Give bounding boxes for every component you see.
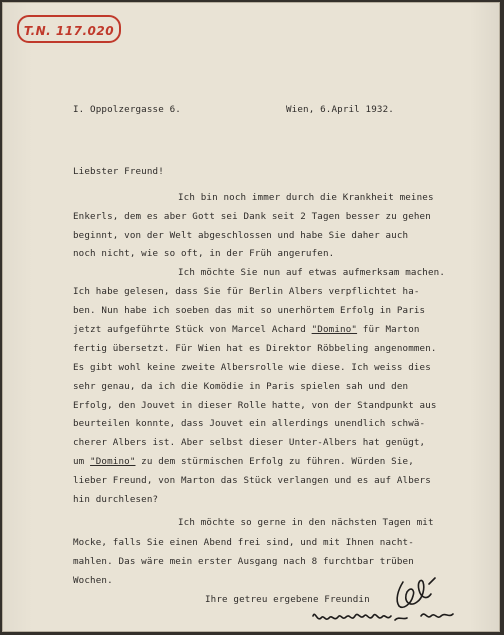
letter-line: noch nicht, wie so oft, in der Früh angerufen. [73, 248, 335, 259]
letter-line: um "Domino" zu dem stürmischen Erfolg zu führen. Würden Sie, [73, 456, 414, 467]
letter-line: cherer Albers ist. Aber selbst dieser Unter-Albers hat genügt, [73, 437, 426, 448]
letter-line: Ich möchte so gerne in den nächsten Tagen mit [178, 517, 434, 528]
letter-line: Es gibt wohl keine zweite Albersrolle wie diese. Ich weiss dies [73, 362, 431, 373]
letter-line: Wochen. [73, 575, 113, 586]
letter-line: Ich habe gelesen, dass Sie für Berlin Albers verpflichtet ha- [73, 286, 420, 297]
letter-line: mahlen. Das wäre mein erster Ausgang nach 8 furchtbar trüben [73, 556, 414, 567]
play-title-underlined: "Domino" [311, 324, 358, 335]
letter-page [2, 2, 500, 632]
letter-line: hin durchlesen? [73, 494, 159, 505]
dateline: Wien, 6.April 1932. [286, 104, 394, 115]
letter-line: Ich möchte Sie nun auf etwas aufmerksam machen. [178, 267, 446, 278]
letter-line: lieber Freund, von Marton das Stück verlangen und es auf Albers [73, 475, 431, 486]
sender-address: I. Oppolzergasse 6. [73, 104, 181, 115]
letter-line: Erfolg, den Jouvet in dieser Rolle hatte, von der Standpunkt aus [73, 400, 437, 411]
letter-line: ben. Nun habe ich soeben das mit so unerhörtem Erfolg in Paris [73, 305, 426, 316]
letter-line: Mocke, falls Sie einen Abend frei sind, und mit Ihnen nacht- [73, 537, 414, 548]
archive-number-stamp: T.N. 117.020 [17, 15, 121, 43]
letter-line: beginnt, von der Welt abgeschlossen und habe Sie daher auch [73, 230, 409, 241]
letter-line: sehr genau, da ich die Komödie in Paris spielen sah und den [73, 381, 409, 392]
salutation: Liebster Freund! [73, 166, 164, 177]
letter-line: Ich bin noch immer durch die Krankheit meines [178, 192, 434, 203]
letter-line: Enkerls, dem es aber Gott sei Dank seit 2 Tagen besser zu gehen [73, 211, 431, 222]
closing-line: Ihre getreu ergebene Freundin [205, 594, 370, 605]
play-title-underlined: "Domino" [90, 456, 136, 467]
handwritten-signature [303, 576, 499, 632]
letter-line: fertig übersetzt. Für Wien hat es Direktor Röbbeling angenommen. [73, 343, 437, 354]
letter-line: jetzt aufgeführte Stück von Marcel Achard "Domino" für Marton [73, 324, 420, 335]
letter-line: beurteilen konnte, dass Jouvet ein allerdings unendlich schwä- [73, 418, 426, 429]
